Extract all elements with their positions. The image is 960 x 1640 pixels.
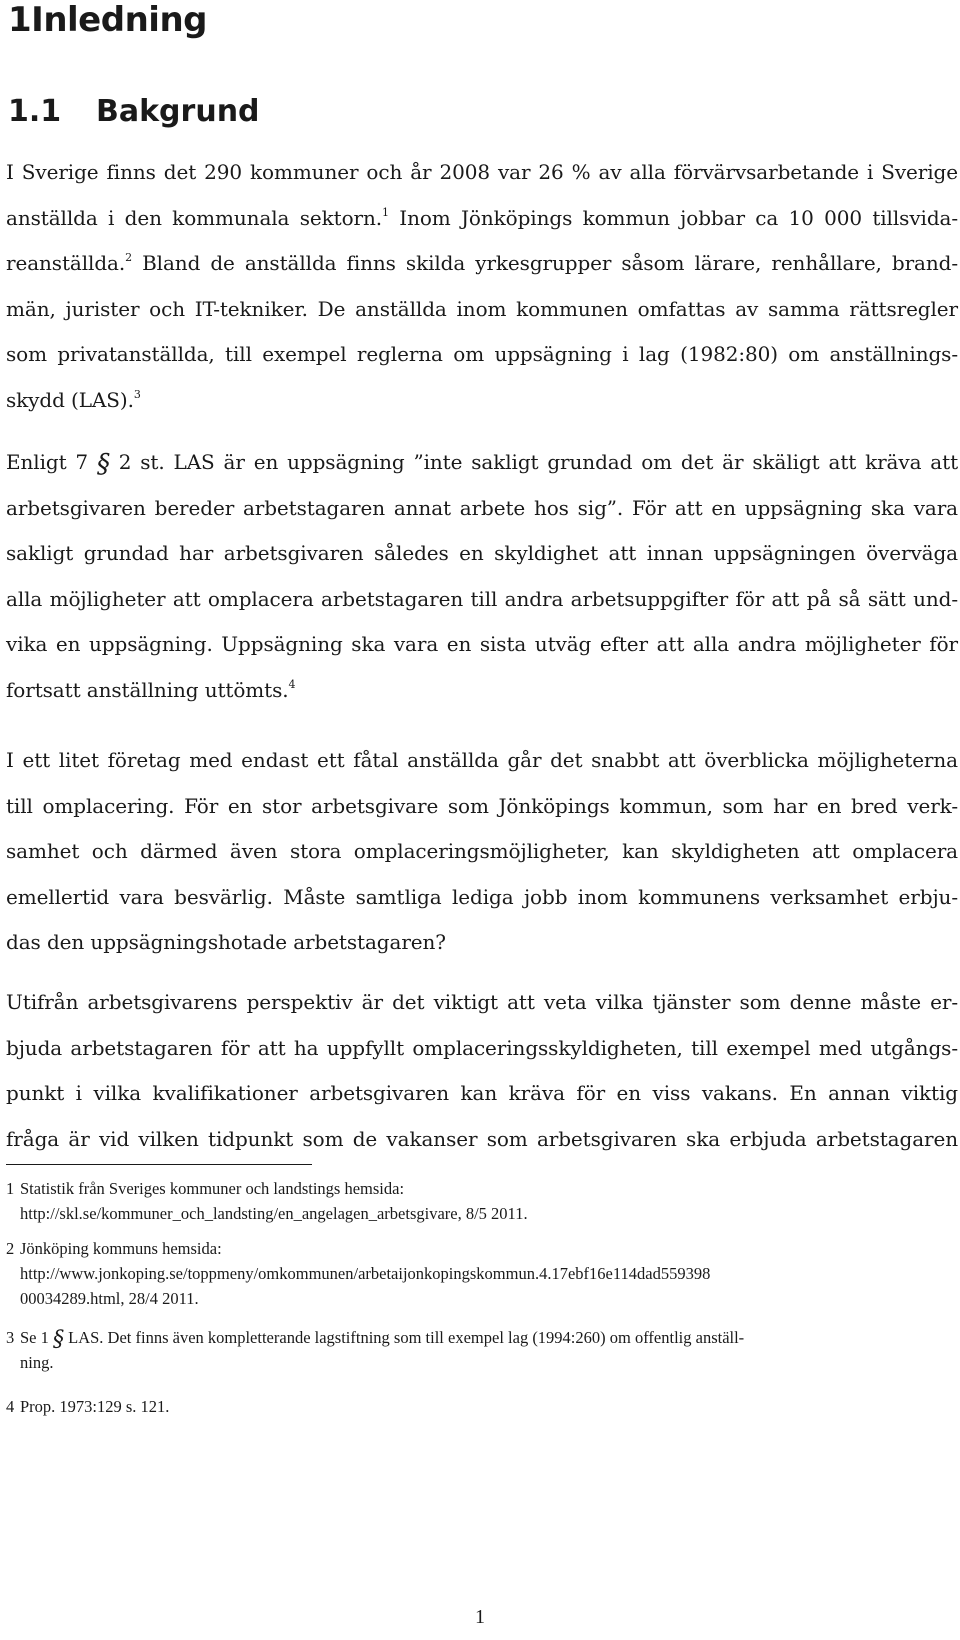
footnote-number: 3 — [6, 1328, 15, 1347]
paragraph-line: skydd (LAS).$^3$ — [6, 387, 141, 412]
footnote-4 — [6, 1394, 956, 1419]
paragraph-line: män, jurister och IT-tekniker. De anställda inom kommunen omfattas av samma rättsregler — [6, 296, 958, 321]
paragraph-line: punkt i vilka kvalifikationer arbetsgivaren kan kräva för en viss vakans. En annan viktig — [6, 1081, 958, 1105]
chapter-heading — [8, 0, 207, 40]
section-sign: § — [96, 449, 110, 479]
footnote-text: Statistik från Sveriges kommuner och landstings hemsida: — [20, 1179, 405, 1198]
footnote-ref-1[interactable]: 1 — [382, 205, 389, 219]
footnote-1 — [6, 1176, 956, 1226]
paragraph-line: till omplacering. För en stor arbetsgivare som Jönköpings kommun, som har en bred verk- — [6, 793, 958, 818]
paragraph-line: alla möjligheter att omplacera arbetstagaren till andra arbetsuppgifter för att på så sätt und- — [6, 586, 958, 611]
section-heading — [8, 92, 260, 132]
footnote-number: 4 — [6, 1397, 15, 1416]
paragraph-3 — [6, 738, 958, 966]
paragraph-line: Enligt 7 § 2 st. LAS är en uppsägning ”inte sakligt grundad om det är skäligt att kräva att — [6, 449, 959, 479]
footnote-ref-2[interactable]: 2 — [125, 251, 133, 264]
footnote-3: 3 Se 1 § LAS. Det finns även kompletterande lagstiftning som till exempel lag (1994:260) om offentlig anställ- ning. — [6, 1325, 956, 1375]
section-number: 1.1 — [8, 94, 62, 129]
paragraph-line: Utifrån arbetsgivarens perspektiv är det viktigt att veta vilka tjänster som denne måste er- — [6, 990, 958, 1014]
paragraph-line: arbetsgivaren bereder arbetstagaren annat arbete hos sig”. För att en uppsägning ska vara — [6, 495, 958, 520]
paragraph-line: fråga är vid vilken tidpunkt som de vakanser som arbetsgivaren ska erbjuda arbetstagaren — [6, 1126, 958, 1151]
section-sign: § — [53, 1327, 64, 1352]
paragraph-line: sakligt grundad har arbetsgivaren således en skyldighet att innan uppsägningen överväga — [6, 541, 958, 565]
paragraph-2 — [6, 440, 958, 713]
footnote-number: 2 — [6, 1239, 15, 1258]
footnote-number: 1 — [6, 1179, 15, 1198]
section-title: Bakgrund — [96, 94, 260, 129]
paragraph-line: emellertid vara besvärlig. Måste samtliga lediga jobb inom kommunens verksamhet erbju- — [6, 884, 958, 909]
paragraph-1 — [6, 150, 958, 423]
footnote-text: Jönköping kommuns hemsida: — [20, 1239, 222, 1258]
footnote-2 — [6, 1236, 956, 1311]
footnote-text: LAS. Det finns även kompletterande lagstiftning som till exempel lag (1994:260) om offentlig anställ- — [64, 1328, 745, 1347]
chapter-title: Inledning — [31, 0, 207, 40]
footnote-text: Prop. 1973:129 s. 121. — [20, 1397, 170, 1416]
paragraph-line: vika en uppsägning. Uppsägning ska vara en sista utväg efter att alla andra möjligheter för — [6, 632, 958, 656]
paragraph-4 — [6, 980, 958, 1162]
page-number: 1 — [475, 1606, 485, 1628]
paragraph-line: I ett litet företag med endast ett fåtal anställda går det snabbt att överblicka möjligheterna — [6, 748, 958, 772]
paragraph-line: das den uppsägningshotade arbetstagaren? — [6, 930, 446, 954]
paragraph-line: reanställda.$^2$ Bland de anställda finns skilda yrkesgrupper såsom lärare, renhållare, brand- — [6, 251, 958, 275]
footnote-ref-3[interactable]: 3 — [133, 387, 141, 401]
paragraph-line: bjuda arbetstagaren för att ha uppfyllt omplaceringsskyldigheten, till exempel med utgångs- — [6, 1035, 958, 1060]
paragraph-line: fortsatt anställning uttömts.$^4$ — [6, 677, 296, 702]
footnote-link[interactable]: http://www.jonkoping.se/toppmeny/omkommunen/arbetaijonkopingskommun.4.17ebf16e114dad559398 — [20, 1264, 711, 1283]
paragraph-line: som privatanställda, till exempel reglerna om uppsägning i lag (1982:80) om anställnings- — [6, 342, 958, 366]
paragraph-line: anställda i den kommunala sektorn.$^1$ Inom Jönköpings kommun jobbar ca 10 000 tillsvida- — [6, 205, 958, 230]
paragraph-line: I Sverige finns det 290 kommuner och år 2008 var 26 % av alla förvärvsarbetande i Sverige — [6, 160, 958, 184]
chapter-number: 1 — [8, 0, 32, 40]
paragraph-line: samhet och därmed även stora omplaceringsmöjligheter, kan skyldigheten att omplacera — [6, 839, 958, 863]
footnote-ref-4[interactable]: 4 — [288, 677, 296, 691]
footnote-separator — [6, 1164, 312, 1165]
footnote-text-cont: ning. — [20, 1353, 54, 1372]
footnote-link-cont: 00034289.html, 28/4 2011. — [20, 1289, 199, 1308]
footnote-link[interactable]: http://skl.se/kommuner_och_landsting/en_angelagen_arbetsgivare, 8/5 2011. — [20, 1204, 528, 1223]
